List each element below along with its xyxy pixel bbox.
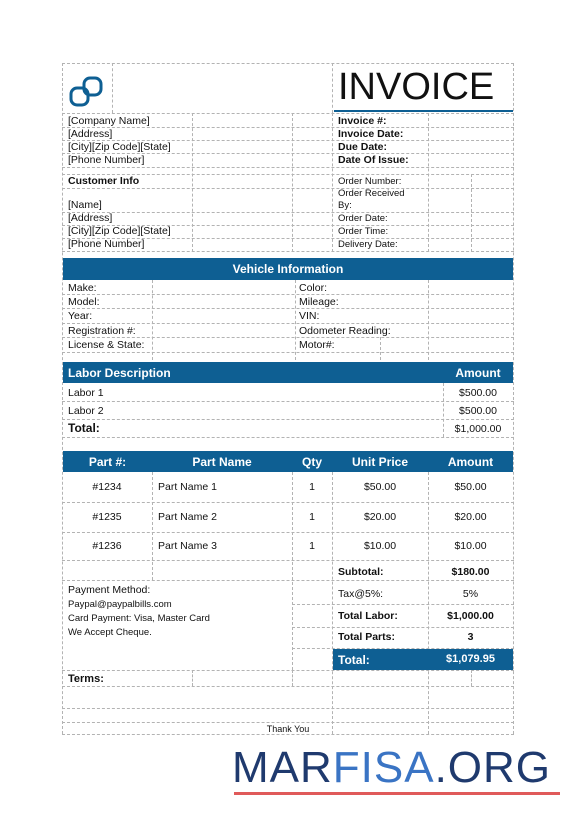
terms-label: Terms: [68,673,104,685]
customer-phone: [Phone Number] [68,238,145,250]
grid-line [62,580,514,581]
grid-line [62,308,514,309]
year-label: Year: [68,310,93,322]
grid-line [62,722,514,723]
invoice-date-label: Invoice Date: [338,128,404,140]
grid-line [62,337,514,338]
customer-info-heading: Customer Info [68,175,140,187]
part-number: #1235 [92,511,122,523]
company-logo [68,74,108,112]
vehicle-info-heading: Vehicle Information [232,262,344,276]
customer-address: [Address] [68,212,113,224]
labor-amount-heading: Amount [455,366,501,380]
total-labor-value: $1,000.00 [447,610,494,622]
order-received-by-label: By: [338,200,352,211]
subtotal-value: $180.00 [451,566,490,578]
grid-line [152,472,153,580]
grand-total-bar [333,649,513,670]
grid-line [62,323,514,324]
tax-value: 5% [462,588,479,600]
part-name: Part Name 1 [158,481,217,493]
grid-line [428,113,429,252]
grid-line [62,294,514,295]
grid-line [292,113,293,252]
mileage-label: Mileage: [299,296,339,308]
grid-line [62,113,514,114]
vehicle-info-header [63,258,513,280]
due-date-label: Due Date: [338,141,388,153]
order-received-label: Order Received [338,188,405,199]
issue-date-label: Date Of Issue: [338,154,409,166]
order-date-label: Order Date: [338,213,388,224]
model-label: Model: [68,296,100,308]
parts-amount-heading: Amount [447,455,494,469]
labor-amount: $500.00 [459,387,497,399]
grid-line [292,670,293,686]
labor-desc: Labor 2 [68,405,104,417]
grid-line [380,337,381,360]
labor-description-heading: Labor Description [68,366,171,380]
tax-label: Tax@5%: [338,588,384,600]
make-label: Make: [68,282,97,294]
total-labor-label: Total Labor: [338,610,398,622]
grand-total-label: Total: [338,653,370,667]
part-number: #1234 [92,481,122,493]
company-city: [City][Zip Code][State] [68,141,171,153]
part-unit-price: $10.00 [363,540,397,552]
part-number: #1236 [92,540,122,552]
grid-line [292,627,514,628]
motor-label: Motor#: [299,339,335,351]
part-qty: 1 [309,540,315,552]
customer-city: [City][Zip Code][State] [68,225,171,237]
vin-label: VIN: [299,310,320,322]
labor-total-value: $1,000.00 [454,423,502,435]
color-label: Color: [299,282,328,294]
grid-line [471,174,472,252]
thank-you-note: Thank You [266,724,310,734]
total-parts-label: Total Parts: [338,631,395,643]
grid-line [152,280,153,360]
part-name-heading: Part Name [192,455,252,469]
license-state-label: License & State: [68,339,145,351]
watermark-part2: FISA [332,743,435,792]
grid-line [62,560,514,561]
unit-price-heading: Unit Price [351,455,408,469]
labor-header [63,362,513,383]
order-number-label: Order Number: [338,176,402,187]
part-amount: $50.00 [454,481,487,493]
odometer-label: Odometer Reading: [299,325,391,337]
invoice-number-label: Invoice #: [338,115,387,127]
order-time-label: Order Time: [338,226,389,237]
grid-line [62,63,63,734]
total-parts-value: 3 [467,631,474,643]
watermark-part3: .ORG [434,743,552,792]
grid-line [62,670,514,671]
grid-line [62,352,514,353]
watermark-part1: MAR [232,743,333,792]
payment-card: Card Payment: Visa, Master Card [68,613,210,624]
grid-line [62,502,514,503]
marfisa-watermark [232,744,551,792]
grid-line [62,401,514,402]
payment-method-heading: Payment Method: [68,584,151,596]
grand-total-value: $1,079.95 [446,653,495,665]
registration-label: Registration #: [68,325,136,337]
grid-line [62,212,514,213]
labor-desc: Labor 1 [68,387,104,399]
grid-line [62,127,514,128]
part-unit-price: $20.00 [363,511,397,523]
delivery-date-label: Delivery Date: [338,239,398,250]
part-qty: 1 [309,511,315,523]
grid-line [295,280,296,360]
grid-line [513,63,514,734]
payment-paypal: Paypal@paypalbills.com [68,599,172,610]
grid-line [62,251,514,252]
customer-name: [Name] [68,199,102,211]
company-phone: [Phone Number] [68,154,145,166]
part-name: Part Name 3 [158,540,217,552]
grid-line [62,708,514,709]
interlocked-squares-icon [68,74,108,112]
company-address: [Address] [68,128,113,140]
grid-line [332,63,333,113]
grid-line [428,280,429,360]
grid-line [62,188,514,189]
title-underline [334,110,513,112]
labor-amount: $500.00 [459,405,497,417]
labor-total-label: Total: [68,421,100,435]
grid-line [62,532,514,533]
grid-line [471,670,472,686]
grid-line [62,419,514,420]
grid-line [192,670,193,686]
parts-header [63,451,513,472]
page-title: INVOICE [338,66,495,108]
watermark-underline [234,792,560,795]
part-name: Part Name 2 [158,511,217,523]
part-unit-price: $50.00 [363,481,397,493]
subtotal-label: Subtotal: [338,566,384,578]
part-number-heading: Part #: [88,455,127,469]
grid-line [62,167,514,168]
grid-line [292,472,293,670]
grid-line [62,437,514,438]
grid-line [62,734,514,735]
grid-line [112,63,113,113]
grid-line [192,113,193,252]
grid-line [332,113,333,252]
grid-line [292,604,514,605]
payment-cheque: We Accept Cheque. [68,627,152,638]
part-amount: $20.00 [454,511,487,523]
qty-heading: Qty [301,455,322,469]
part-amount: $10.00 [454,540,487,552]
grid-line [62,686,514,687]
company-name: [Company Name] [68,115,150,127]
part-qty: 1 [309,481,315,493]
